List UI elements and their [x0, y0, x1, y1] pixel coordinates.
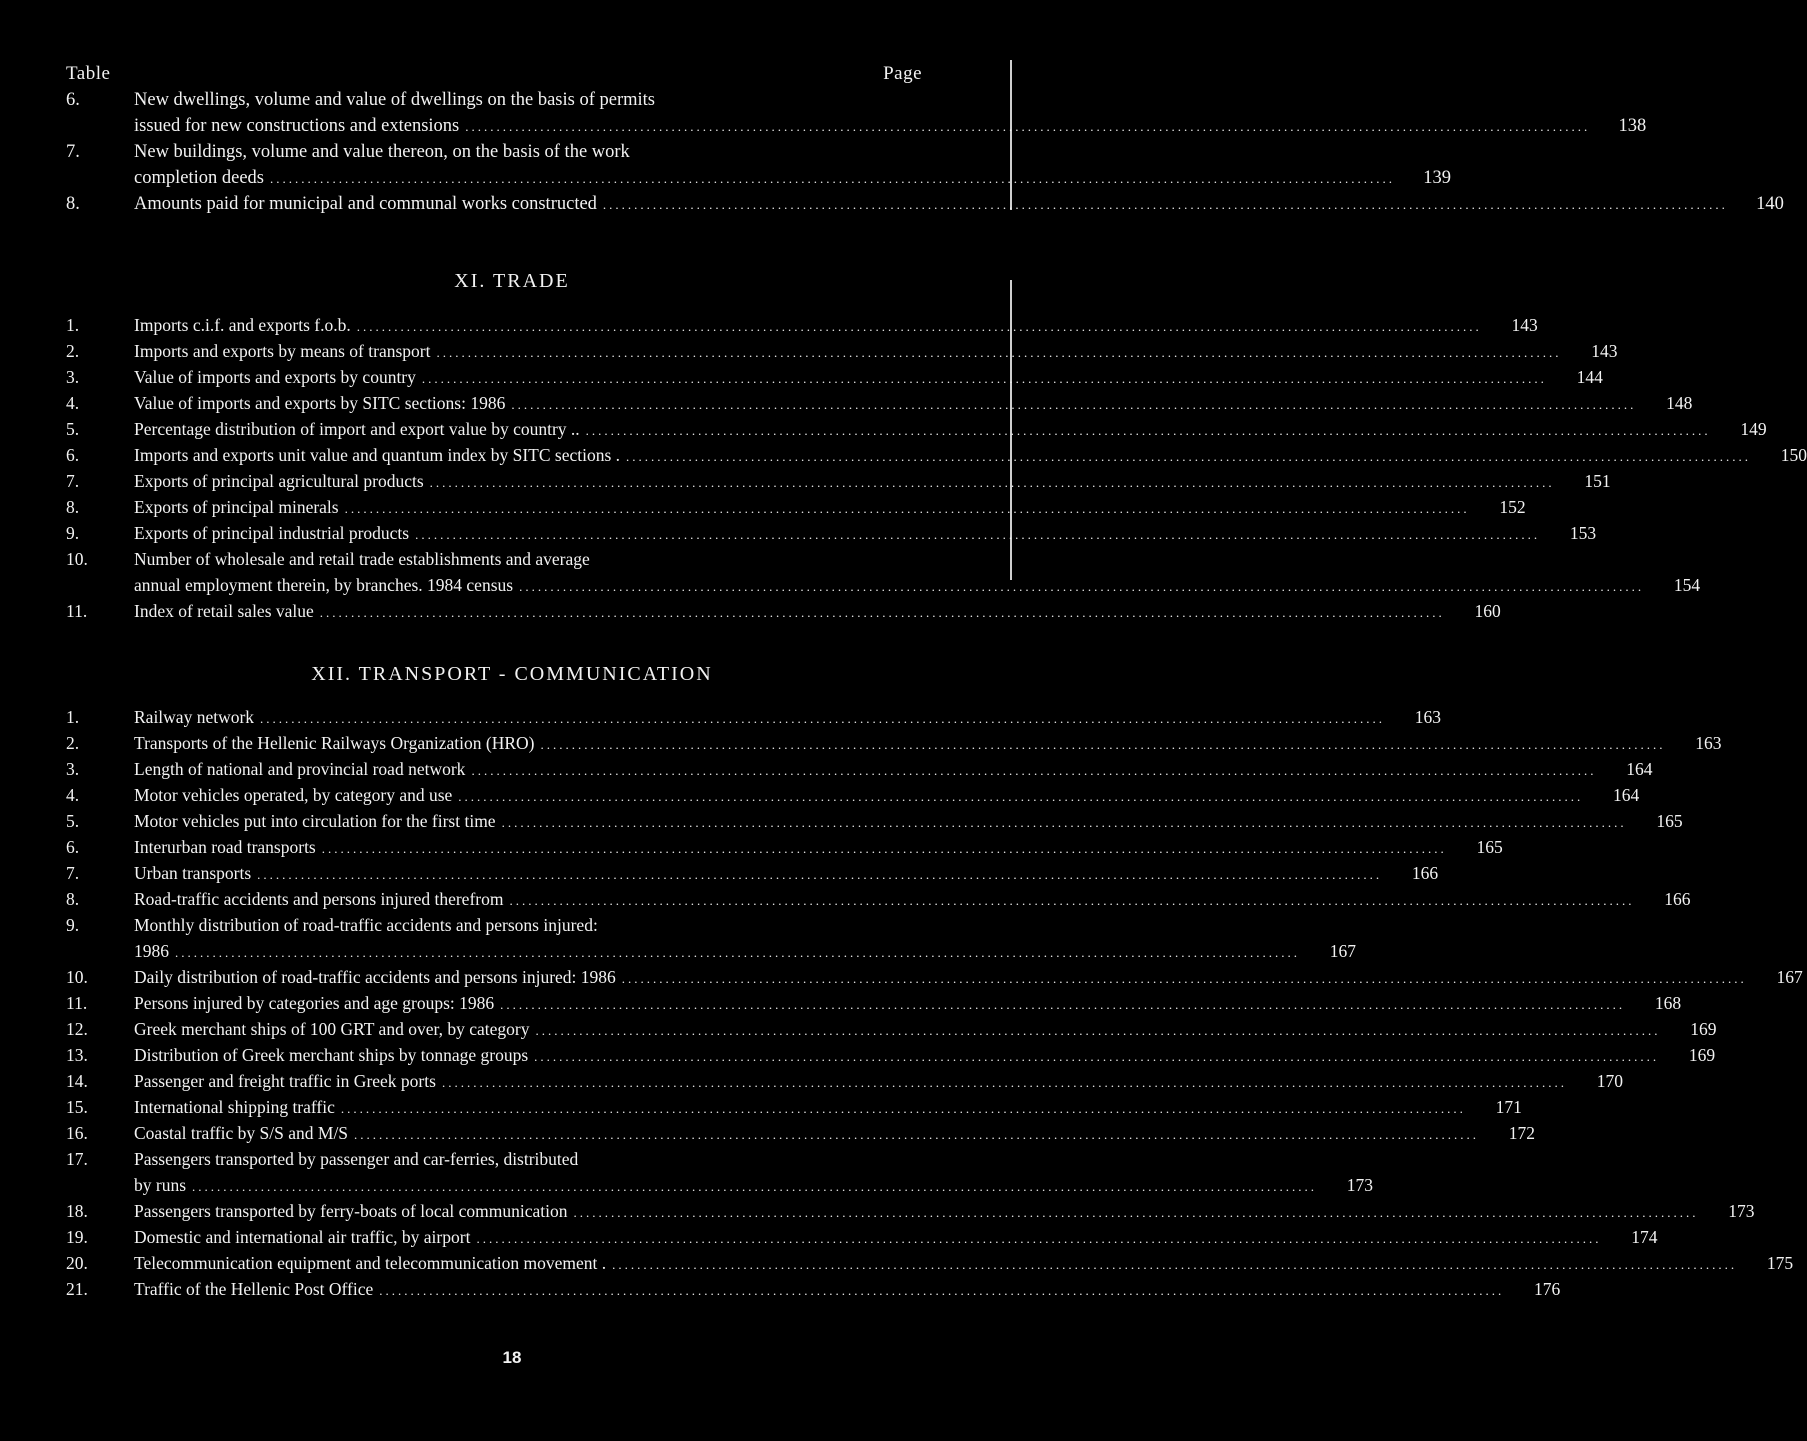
entry-number: 6.	[66, 837, 80, 857]
dot-leader	[379, 1278, 1504, 1304]
entry-title: Daily distribution of road-traffic accidents and persons injured: 1986	[134, 967, 616, 987]
entry-title: Telecommunication equipment and telecommunication movement .	[134, 1253, 607, 1273]
entry-number: 11.	[66, 993, 88, 1013]
entry-page: 170	[1596, 1071, 1623, 1091]
toc-entry	[66, 834, 1503, 860]
entry-title: Distribution of Greek merchant ships by tonnage groups	[134, 1045, 529, 1065]
entry-title: Greek merchant ships of 100 GRT and over, by category	[134, 1019, 530, 1039]
entry-title: Exports of principal agricultural products	[134, 471, 424, 491]
entry-title: Urban transports	[134, 863, 252, 883]
toc-entry	[66, 782, 1640, 808]
toc-entry	[66, 1042, 1716, 1068]
entry-number: 2.	[66, 733, 80, 753]
entry-page: 140	[1756, 194, 1784, 214]
section-heading: XII. TRANSPORT - COMMUNICATION	[311, 663, 713, 685]
entry-title: New dwellings, volume and value of dwellings on the basis of permits	[134, 90, 655, 110]
entry-page: 154	[1673, 575, 1701, 595]
toc-entry	[66, 1016, 1717, 1042]
entry-page: 171	[1495, 1097, 1522, 1117]
dot-leader	[534, 1044, 1659, 1070]
entry-number: 2.	[66, 341, 80, 361]
entry-page: 164	[1613, 785, 1640, 805]
entry-number: 12.	[66, 1019, 88, 1039]
entry-title: 1986	[134, 941, 169, 961]
entry-number: 19.	[66, 1227, 88, 1247]
dot-leader	[442, 1070, 1567, 1096]
entry-page: 149	[1740, 419, 1767, 439]
entry-number: 8.	[66, 497, 80, 517]
toc-entry	[66, 494, 1526, 520]
dot-leader	[535, 1018, 1660, 1044]
toc-entry	[66, 312, 1538, 338]
entry-page: 175	[1766, 1253, 1794, 1273]
toc-entry	[66, 964, 1803, 990]
toc-entry	[66, 520, 1597, 546]
entry-page: 167	[1329, 941, 1356, 961]
entry-number: 16.	[66, 1123, 88, 1143]
toc-entry-continuation	[66, 113, 1647, 139]
toc-entry	[66, 860, 1439, 886]
dot-leader	[502, 810, 1627, 836]
section-heading: XI. TRADE	[454, 270, 570, 292]
entry-page: 168	[1654, 993, 1682, 1013]
entry-page: 163	[1414, 707, 1442, 727]
dot-leader	[573, 1200, 1698, 1226]
entry-page: 139	[1423, 168, 1451, 188]
table-column-header: Table	[66, 63, 111, 84]
toc-entry	[66, 139, 922, 165]
entry-title: New buildings, volume and value thereon, on the basis of the work	[134, 142, 630, 162]
entry-number: 4.	[66, 785, 80, 805]
toc-entry	[66, 704, 1442, 730]
toc-entry	[66, 390, 1693, 416]
dot-leader	[257, 862, 1382, 888]
entry-page: 173	[1346, 1175, 1374, 1195]
dot-leader	[622, 966, 1747, 992]
toc-entry	[66, 468, 1611, 494]
dot-leader	[436, 340, 1561, 366]
entry-number: 8.	[66, 889, 80, 909]
entry-title: Index of retail sales value	[134, 601, 314, 621]
entry-page: 167	[1776, 967, 1803, 987]
entry-page: 143	[1591, 341, 1618, 361]
entry-number: 1.	[66, 707, 80, 727]
entry-number: 15.	[66, 1097, 88, 1117]
entry-page: 165	[1476, 837, 1503, 857]
entry-title: annual employment therein, by branches. 1984 census	[134, 575, 514, 595]
entry-title: Exports of principal industrial products	[134, 523, 410, 543]
dot-leader	[270, 166, 1395, 192]
entry-title: Value of imports and exports by SITC sections: 1986	[134, 393, 506, 413]
toc-entry	[66, 1224, 1658, 1250]
entry-title: Imports and exports unit value and quantum index by SITC sections .	[134, 445, 621, 465]
toc-entry	[66, 364, 1603, 390]
entry-title: completion deeds	[134, 168, 264, 188]
dot-leader	[357, 314, 1482, 340]
entry-page: 153	[1569, 523, 1597, 543]
dot-leader	[354, 1122, 1479, 1148]
entry-number: 17.	[66, 1149, 88, 1169]
toc-entry-continuation	[66, 938, 1356, 964]
toc-entry	[66, 912, 922, 938]
entry-title: Value of imports and exports by country	[134, 367, 416, 387]
entry-title: Interurban road transports	[134, 837, 316, 857]
entry-number: 4.	[66, 393, 80, 413]
toc-entry	[66, 1250, 1794, 1276]
entry-number: 5.	[66, 811, 80, 831]
entry-number: 3.	[66, 367, 80, 387]
entry-title: Imports and exports by means of transport	[134, 341, 431, 361]
entry-number: 10.	[66, 967, 88, 987]
entry-number: 11.	[66, 601, 88, 621]
entry-title: Traffic of the Hellenic Post Office	[134, 1279, 374, 1299]
entry-title: Length of national and provincial road network	[134, 759, 466, 779]
dot-leader	[519, 574, 1644, 600]
entry-page: 165	[1656, 811, 1683, 831]
dot-leader	[322, 836, 1447, 862]
dot-leader	[626, 444, 1751, 470]
dot-leader	[471, 758, 1596, 784]
entry-title: Number of wholesale and retail trade establishments and average	[134, 549, 590, 569]
entry-page: 169	[1688, 1045, 1716, 1065]
dot-leader	[465, 114, 1590, 140]
page-column-header: Page	[883, 63, 922, 84]
entry-page: 138	[1618, 116, 1647, 136]
entry-number: 6.	[66, 445, 80, 465]
dot-leader	[476, 1226, 1601, 1252]
toc-entry-continuation	[66, 572, 1701, 598]
dot-leader	[345, 496, 1470, 522]
entry-number: 18.	[66, 1201, 88, 1221]
entry-title: Amounts paid for municipal and communal works constructed	[134, 194, 597, 214]
entry-title: Passengers transported by passenger and car-ferries, distributed	[134, 1149, 579, 1169]
dot-leader	[175, 940, 1300, 966]
dot-leader	[603, 192, 1728, 218]
dot-leader	[458, 784, 1583, 810]
dot-leader	[422, 366, 1547, 392]
dot-leader	[192, 1174, 1317, 1200]
dot-leader	[500, 992, 1625, 1018]
entry-page: 164	[1626, 759, 1653, 779]
entry-title: Domestic and international air traffic, by airport	[134, 1227, 471, 1247]
toc-entry	[66, 730, 1722, 756]
toc-entry	[66, 886, 1691, 912]
entry-page: 151	[1584, 471, 1611, 491]
toc-entry	[66, 87, 922, 113]
entry-page: 176	[1534, 1279, 1561, 1299]
entry-page: 152	[1499, 497, 1526, 517]
entry-number: 14.	[66, 1071, 88, 1091]
entry-title: Motor vehicles put into circulation for the first time	[134, 811, 496, 831]
entry-title: Passengers transported by ferry-boats of local communication	[134, 1201, 568, 1221]
entry-title: Transports of the Hellenic Railways Organization (HRO)	[134, 733, 535, 753]
dot-leader	[540, 732, 1665, 758]
entry-number: 7.	[66, 863, 80, 883]
dot-leader	[509, 888, 1634, 914]
entry-page: 169	[1690, 1019, 1717, 1039]
entry-page: 174	[1631, 1227, 1658, 1247]
entry-title: Percentage distribution of import and export value by country ..	[134, 419, 580, 439]
toc-entry	[66, 756, 1653, 782]
toc-entry	[66, 598, 1501, 624]
toc-entry	[66, 338, 1618, 364]
toc-entry	[66, 416, 1767, 442]
entry-number: 3.	[66, 759, 80, 779]
entry-number: 8.	[66, 194, 80, 214]
entry-title: Railway network	[134, 707, 255, 727]
toc-entry	[66, 1276, 1561, 1302]
toc-entry	[66, 1094, 1522, 1120]
entry-title: Exports of principal minerals	[134, 497, 339, 517]
entry-title: Monthly distribution of road-traffic accidents and persons injured:	[134, 915, 598, 935]
entry-title: Motor vehicles operated, by category and use	[134, 785, 453, 805]
toc-entry	[66, 546, 922, 572]
entry-page: 160	[1474, 601, 1501, 621]
entry-number: 21.	[66, 1279, 88, 1299]
dot-leader	[320, 600, 1445, 626]
toc-entry-continuation	[66, 165, 1451, 191]
toc-entry	[66, 990, 1682, 1016]
dot-leader	[260, 706, 1385, 732]
toc-entry	[66, 1120, 1536, 1146]
dot-leader	[341, 1096, 1466, 1122]
entry-title: International shipping traffic	[134, 1097, 335, 1117]
toc-entry	[66, 1068, 1623, 1094]
entry-number: 5.	[66, 419, 80, 439]
entry-page: 172	[1508, 1123, 1536, 1143]
toc-entry	[66, 442, 1807, 468]
entry-number: 10.	[66, 549, 88, 569]
entry-page: 163	[1695, 733, 1722, 753]
page-number: 18	[502, 1348, 522, 1367]
entry-title: Persons injured by categories and age groups: 1986	[134, 993, 495, 1013]
dot-leader	[415, 522, 1540, 548]
entry-page: 148	[1666, 393, 1693, 413]
entry-title: by runs	[134, 1175, 187, 1195]
entry-page: 150	[1780, 445, 1807, 465]
entry-page: 144	[1576, 367, 1603, 387]
entry-number: 9.	[66, 915, 80, 935]
entry-page: 143	[1511, 315, 1538, 335]
toc-entry	[66, 1146, 922, 1172]
entry-number: 13.	[66, 1045, 88, 1065]
toc-entry	[66, 808, 1683, 834]
entry-title: Passenger and freight traffic in Greek ports	[134, 1071, 436, 1091]
entry-page: 173	[1728, 1201, 1755, 1221]
entry-number: 7.	[66, 142, 80, 162]
toc-entry	[66, 1198, 1755, 1224]
dot-leader	[511, 392, 1636, 418]
toc-entry-continuation	[66, 1172, 1374, 1198]
toc-entry	[66, 191, 1784, 217]
dot-leader	[430, 470, 1555, 496]
entry-number: 1.	[66, 315, 80, 335]
entry-number: 6.	[66, 90, 80, 110]
entry-number: 7.	[66, 471, 80, 491]
entry-title: issued for new constructions and extensions	[134, 116, 460, 136]
entry-title: Coastal traffic by S/S and M/S	[134, 1123, 349, 1143]
dot-leader	[586, 418, 1711, 444]
entry-number: 20.	[66, 1253, 88, 1273]
entry-title: Road-traffic accidents and persons injured therefrom	[134, 889, 504, 909]
dot-leader	[612, 1252, 1737, 1278]
entry-page: 166	[1664, 889, 1691, 909]
entry-page: 166	[1411, 863, 1439, 883]
entry-number: 9.	[66, 523, 80, 543]
entry-title: Imports c.i.f. and exports f.o.b.	[134, 315, 351, 335]
